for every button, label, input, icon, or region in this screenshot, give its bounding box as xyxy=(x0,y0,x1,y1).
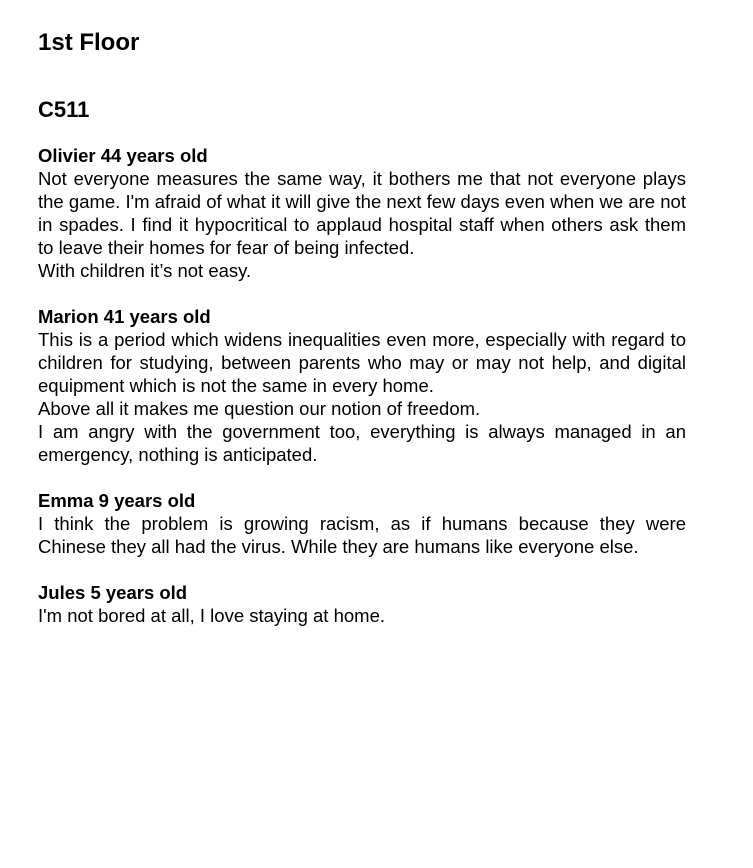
testimony-author: Marion 41 years old xyxy=(38,306,211,327)
testimony-paragraph: I think the problem is growing racism, as if humans because they were Chinese they all had the virus. While they are humans like everyone else. xyxy=(38,513,686,557)
testimony-author: Emma 9 years old xyxy=(38,490,196,511)
testimony-author: Olivier 44 years old xyxy=(38,145,208,166)
testimony-paragraph: This is a period which widens inequalities even more, especially with regard to children for studying, between parents who may or may not help, and digital equipment which is not the same in every home. xyxy=(38,329,686,396)
testimony-paragraph: With children it’s not easy. xyxy=(38,260,252,281)
testimony-jules xyxy=(38,581,686,627)
testimony-marion xyxy=(38,305,686,466)
room-title: C511 xyxy=(38,97,90,122)
testimony-paragraph: I am angry with the government too, everything is always managed in an emergency, nothing is anticipated. xyxy=(38,421,686,465)
floor-title: 1st Floor xyxy=(38,29,140,56)
testimony-paragraph: I'm not bored at all, I love staying at home. xyxy=(38,605,385,626)
testimony-emma xyxy=(38,489,686,558)
testimony-author: Jules 5 years old xyxy=(38,582,188,603)
testimony-paragraph: Not everyone measures the same way, it bothers me that not everyone plays the game. I'm afraid of what it will give the next few days even when we are not in spades. I find it hypocritical to applaud hospital staff when others ask them to leave their homes for fear of being infected. xyxy=(38,168,686,258)
testimony-olivier xyxy=(38,144,686,282)
testimony-list xyxy=(38,144,686,650)
testimony-paragraph: Above all it makes me question our notion of freedom. xyxy=(38,398,481,419)
